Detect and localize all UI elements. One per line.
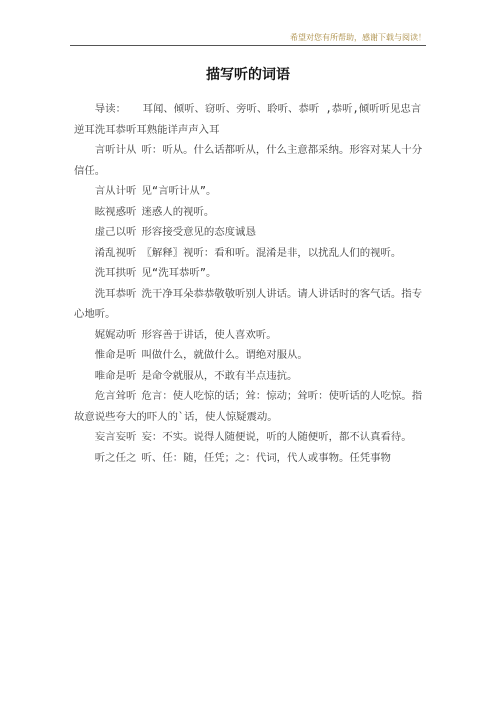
entry-paragraph bbox=[74, 366, 424, 387]
entry-definition: 形容接受意见的态度诚恳 bbox=[141, 226, 256, 238]
entry-paragraph bbox=[74, 202, 424, 223]
entry-term: 危言耸听 bbox=[94, 390, 137, 402]
lead-label: 导读： bbox=[94, 103, 126, 115]
entry-paragraph bbox=[74, 263, 424, 284]
entry-term: 洗耳拱听 bbox=[94, 267, 137, 279]
entry-term: 洗耳恭听 bbox=[94, 287, 137, 300]
entry-definition: 听、任：随，任凭；之：代词，代人或事物。任凭事物 bbox=[141, 451, 391, 464]
entry-paragraph bbox=[74, 325, 424, 346]
lead-paragraph bbox=[74, 99, 424, 140]
entry-term: 妄言妄听 bbox=[94, 431, 137, 443]
entry-definition: 妄：不实。说得人随便说，听的人随便听，都不认真看待。 bbox=[141, 431, 412, 443]
document-body bbox=[74, 99, 424, 468]
entry-definition: 形容善于讲话，使人喜欢听。 bbox=[141, 328, 277, 341]
entry-term: 淆乱视听 bbox=[94, 246, 137, 259]
entry-paragraph bbox=[74, 345, 424, 366]
entry-definition: 洗干净耳朵恭恭敬敬听别人讲话。请人讲话时的客气话。指专心地听。 bbox=[74, 287, 423, 320]
page-header bbox=[70, 33, 426, 46]
entry-definition: 迷惑人的视听。 bbox=[141, 205, 215, 218]
entry-term: 眩视惑听 bbox=[94, 205, 137, 218]
entry-paragraph bbox=[74, 386, 424, 427]
entry-definition: 危言：使人吃惊的话；耸：惊动；耸听：使听话的人吃惊。指故意说些夸大的吓人的`话，使人惊疑震动。 bbox=[74, 390, 423, 423]
entry-definition: 是命令就服从，不敢有半点违抗。 bbox=[141, 369, 298, 382]
entry-paragraph bbox=[74, 140, 424, 181]
entry-term: 虚己以听 bbox=[94, 226, 137, 238]
entry-definition: 听：听从。什么话都听从，什么主意都采纳。形容对某人十分信任。 bbox=[74, 144, 423, 177]
entry-term: 言听计从 bbox=[94, 144, 137, 156]
entry-paragraph bbox=[74, 284, 424, 325]
entry-paragraph bbox=[74, 243, 424, 264]
header-note: 希望对您有所帮助，感谢下载与阅读！ bbox=[290, 33, 426, 42]
entry-term: 唯命是听 bbox=[94, 369, 137, 382]
entry-term: 娓娓动听 bbox=[94, 328, 137, 341]
entry-paragraph bbox=[74, 222, 424, 243]
entry-term: 惟命是听 bbox=[94, 349, 137, 361]
entry-definition: 〖解释〗视听：看和听。混淆是非，以扰乱人们的视听。 bbox=[141, 246, 402, 259]
document-title: 描写听的词语 bbox=[206, 67, 290, 83]
entry-paragraph bbox=[74, 427, 424, 448]
lead-text: 耳闻、倾听、窃听、旁听、聆听、恭听 ,恭听,倾听听见忠言逆耳洗耳恭听耳熟能详声声入耳 bbox=[74, 103, 422, 136]
entry-definition: 叫做什么，就做什么。谓绝对服从。 bbox=[141, 349, 308, 361]
entry-definition: 见“言听计从”。 bbox=[141, 185, 217, 197]
entry-paragraph bbox=[74, 181, 424, 202]
entry-paragraph bbox=[74, 448, 424, 469]
entry-term: 言从计听 bbox=[94, 185, 137, 197]
entry-term: 听之任之 bbox=[94, 451, 137, 464]
entry-definition: 见“洗耳恭听”。 bbox=[141, 267, 217, 279]
